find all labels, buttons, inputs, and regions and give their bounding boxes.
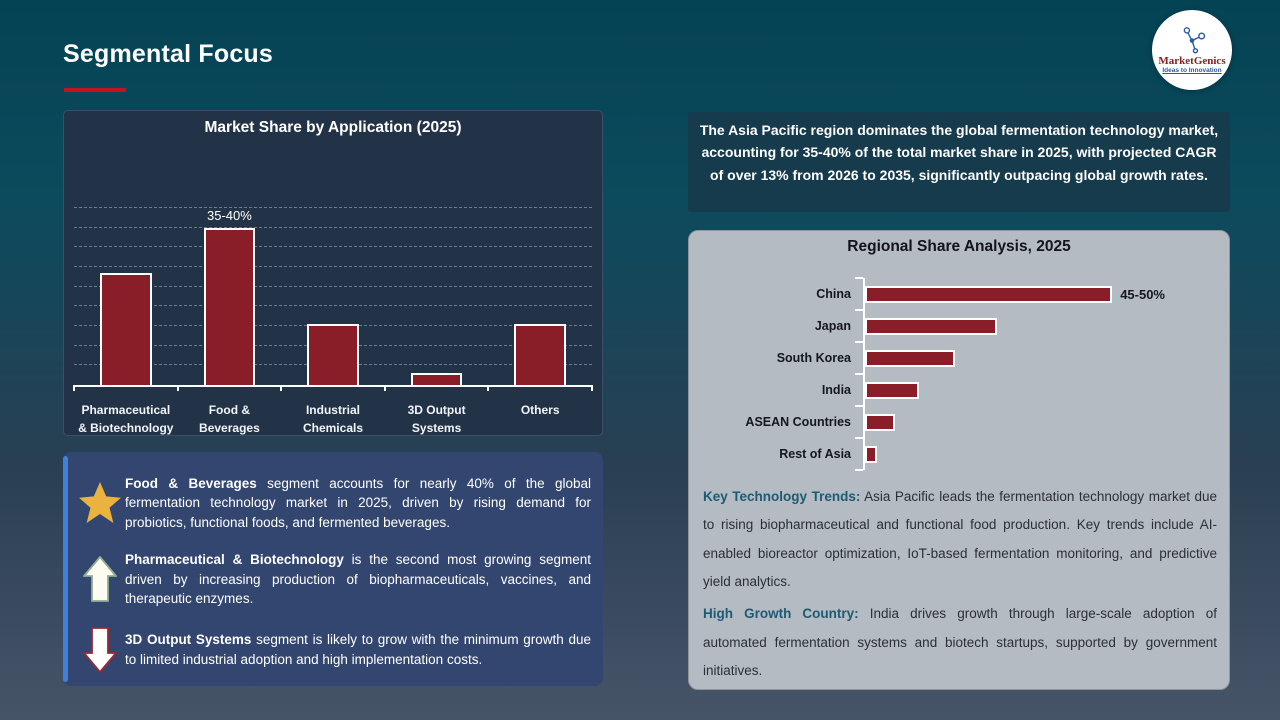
bar-asean-countries: [865, 414, 895, 431]
note-paragraph: High Growth Country: India drives growth through large-scale adoption of automated fermentation systems and biotech startups, supported by government initiatives.: [703, 606, 1217, 679]
axis-tick: [855, 341, 863, 343]
bar-rest-of-asia: [865, 446, 877, 463]
bar-track: [863, 278, 1165, 310]
regional-chart-rows: [703, 278, 1217, 470]
segment-insights-box: [63, 452, 603, 686]
insight-item: [75, 627, 591, 673]
application-chart-plot: [74, 204, 592, 387]
gridline: [74, 286, 592, 287]
region-label: Japan: [814, 319, 851, 333]
axis-tick: [487, 385, 489, 391]
star-icon: [75, 482, 125, 524]
chart-row: [703, 310, 1217, 342]
axis-tick: [855, 373, 863, 375]
molecule-icon: [1175, 25, 1209, 55]
category-label: Others: [520, 403, 560, 417]
bar-pharmaceutical-biotechnology: [100, 273, 152, 385]
bar-track: [863, 438, 1165, 470]
logo-tagline: Ideas to Innovation: [1162, 66, 1222, 74]
regional-notes: [703, 483, 1217, 689]
gridline: [74, 246, 592, 247]
title-underline: [64, 88, 126, 92]
insight-text: Pharmaceutical & Biotechnology is the second most growing segment driven by increasing production of biopharmaceuticals, vaccines, and therapeutic enzymes.: [125, 552, 591, 607]
region-label: Rest of Asia: [779, 447, 851, 461]
chart-row: [703, 278, 1217, 310]
bar-japan: [865, 318, 997, 335]
bar-india: [865, 382, 919, 399]
application-share-chart: [63, 110, 603, 436]
category-label: 3D Output Systems: [407, 403, 466, 435]
apac-callout: The Asia Pacific region dominates the global fermentation technology market, accounting for 35-40% of the total market share in 2025, with projected CAGR of over 13% from 2026 to 2035, significantly outpacing global growth rates.: [688, 112, 1230, 212]
axis-tick: [855, 437, 863, 439]
up-arrow-icon: [75, 556, 125, 602]
gridline: [74, 227, 592, 228]
axis-tick: [384, 385, 386, 391]
bar-track: [863, 406, 1165, 438]
axis-tick: [855, 469, 863, 471]
region-label: ASEAN Countries: [745, 415, 851, 429]
chart-row: [703, 406, 1217, 438]
region-label: South Korea: [776, 351, 851, 365]
axis-tick: [177, 385, 179, 391]
logo-name: MarketGenics: [1158, 54, 1226, 67]
bar-food-beverages: [204, 228, 256, 385]
insight-text: Food & Beverages segment accounts for nearly 40% of the global fermentation technology market in 2025, driven by rising demand for probiotics, functional foods, and fermented beverages.: [125, 476, 591, 530]
bar-south-korea: [865, 350, 955, 367]
axis-tick: [280, 385, 282, 391]
application-chart-labels: [74, 401, 592, 437]
regional-share-panel: [688, 230, 1230, 690]
insight-item: [75, 474, 591, 532]
category-label: Pharmaceutical & Biotechnology: [78, 403, 174, 435]
page-title: Segmental Focus: [63, 40, 273, 68]
bar-others: [514, 324, 566, 385]
logo: [1152, 10, 1232, 90]
bar-value-label: 45-50%: [1120, 286, 1165, 302]
category-label: Industrial Chemicals: [302, 403, 363, 435]
region-label: China: [816, 287, 851, 301]
note-paragraph: Key Technology Trends: Asia Pacific leads the fermentation technology market due to rising biopharmaceutical and functional food production. Key trends include AI-enabled bioreactor optimization, IoT-based fermentation monitoring, and predictive yield analytics.: [703, 489, 1218, 590]
category-label: Food & Beverages: [199, 403, 260, 435]
axis-tick: [855, 405, 863, 407]
note-label: High Growth Country:: [703, 606, 859, 622]
region-label: India: [821, 383, 851, 397]
chart-row: [703, 342, 1217, 374]
bar-track: [863, 374, 1165, 406]
bar-value-label: 35-40%: [206, 207, 252, 223]
axis-tick: [591, 385, 593, 391]
down-arrow-icon: [75, 627, 125, 673]
gridline: [74, 266, 592, 267]
bar-3d-output-systems: [411, 373, 463, 385]
chart-row: [703, 438, 1217, 470]
gridline: [74, 207, 592, 208]
bar-industrial-chemicals: [307, 324, 359, 385]
axis-tick: [855, 309, 863, 311]
regional-chart-title: Regional Share Analysis, 2025: [847, 238, 1071, 255]
axis-tick: [855, 277, 863, 279]
application-chart-title: Market Share by Application (2025): [204, 119, 462, 136]
chart-row: [703, 374, 1217, 406]
bar-track: [863, 310, 1165, 342]
bar-china: [865, 286, 1112, 303]
insight-text: 3D Output Systems segment is likely to grow with the minimum growth due to limited industrial adoption and high implementation costs.: [125, 632, 591, 667]
note-label: Key Technology Trends:: [703, 489, 861, 504]
gridline: [74, 305, 592, 306]
bar-track: [863, 342, 1165, 374]
insight-item: [75, 550, 591, 608]
axis-tick: [73, 385, 75, 391]
